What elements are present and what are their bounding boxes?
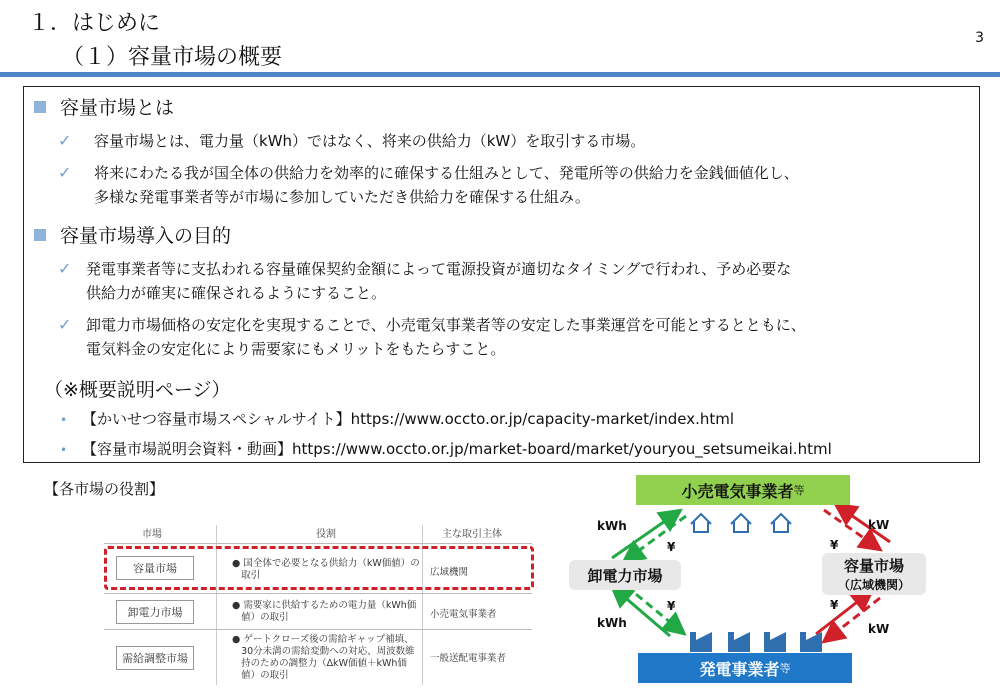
column-header-actor: 主な取引主体 [442,529,502,540]
actor-text: 一般送配電事業者 [430,653,507,664]
square-bullet-icon [34,229,46,241]
yen-flow-arrow [626,516,686,560]
section2-item-2: 卸電力市場価格の安定化を実現することで、小売電気事業者等の安定した事業運営を可能とするとともに、 電気料金の安定化により需要家にもメリットをもたらすこと。 [86,316,806,358]
column-header-role: 役割 [316,529,336,540]
house-icon [731,514,751,532]
role-text: ● 国全体で必要となる供給力（kW価値）の 取引 [232,558,420,581]
reference-link-special-site[interactable]: 【かいせつ容量市場スペシャルサイト】https://www.occto.or.jp/capacity-market/index.html [82,410,735,428]
bullet-icon: • [60,413,68,427]
capacity-market-highlight [104,546,534,590]
overview-box [23,86,980,463]
section1-item-2: 将来にわたる我が国全体の供給力を効率的に確保する仕組みとして、発電所等の供給力を金銭価値化し、 多様な発電事業者等が市場に参加していただき供給力を確保する仕組み。 [94,164,799,206]
wholesale-market-node: 卸電力市場 [569,560,681,590]
reference-link-briefing[interactable]: 【容量市場説明会資料・動画】https://www.occto.or.jp/market-board/market/youryou_setsumeikai.html [82,440,832,458]
yen-label: ¥ [830,598,839,612]
table-row [104,593,532,629]
factory-icon [800,632,822,652]
check-icon: ✓ [58,131,72,150]
kwh-label: kWh [597,616,627,630]
kw-flow-arrow [816,592,870,634]
role-text: ● ゲートクローズ後の需給ギャップ補填、 30分未満の需給変動への対応、周波数維 持のための調整力（ΔkW価値＋kWh価 値）の取引 [232,634,415,681]
kw-label: kW [868,622,890,636]
house-icon [691,514,711,532]
page-title: （１）容量市場の概要 [62,45,283,70]
page-number: 3 [975,30,984,46]
section-title: １．はじめに [28,11,161,36]
market-label: 容量市場 [116,556,194,580]
table-row [104,629,532,685]
check-icon: ✓ [58,163,72,182]
header-rule [0,72,1000,77]
actor-text: 小売電気事業者 [430,609,497,620]
kw-label: kW [868,518,890,532]
role-text: ● 需要家に供給するための電力量（kWh価 値）の取引 [232,600,417,623]
roles-heading: 【各市場の役割】 [44,480,165,498]
market-label: 卸電力市場 [116,600,194,624]
factory-icon [728,632,750,652]
section2-heading: 容量市場導入の目的 [34,221,231,248]
actor-text: 広域機関 [430,567,469,578]
square-bullet-icon [34,101,46,113]
factory-icon [764,632,786,652]
factory-icon [690,632,712,652]
check-icon: ✓ [58,259,72,278]
market-label: 需給調整市場 [116,646,194,670]
generator-node: 発電事業者 等 [638,653,852,683]
reference-heading: （※概要説明ページ） [44,379,231,401]
kwh-label: kWh [597,519,627,533]
bullet-icon: • [60,443,68,457]
yen-label: ¥ [667,599,676,613]
section1-item-1: 容量市場とは、電力量（kWh）ではなく、将来の供給力（kW）を取引する市場。 [94,132,646,150]
house-icon [771,514,791,532]
check-icon: ✓ [58,315,72,334]
section1-heading: 容量市場とは [34,93,174,120]
column-header-market: 市場 [142,529,162,540]
capacity-market-node: 容量市場 （広域機関） [822,553,926,595]
section2-item-1: 発電事業者等に支払われる容量確保契約金額によって電源投資が適切なタイミングで行われ、予め必要な 供給力が確実に確保されるようにすること。 [86,260,792,302]
yen-label: ¥ [830,538,839,552]
yen-label: ¥ [667,540,676,554]
retail-supplier-node: 小売電気事業者 等 [636,475,850,505]
